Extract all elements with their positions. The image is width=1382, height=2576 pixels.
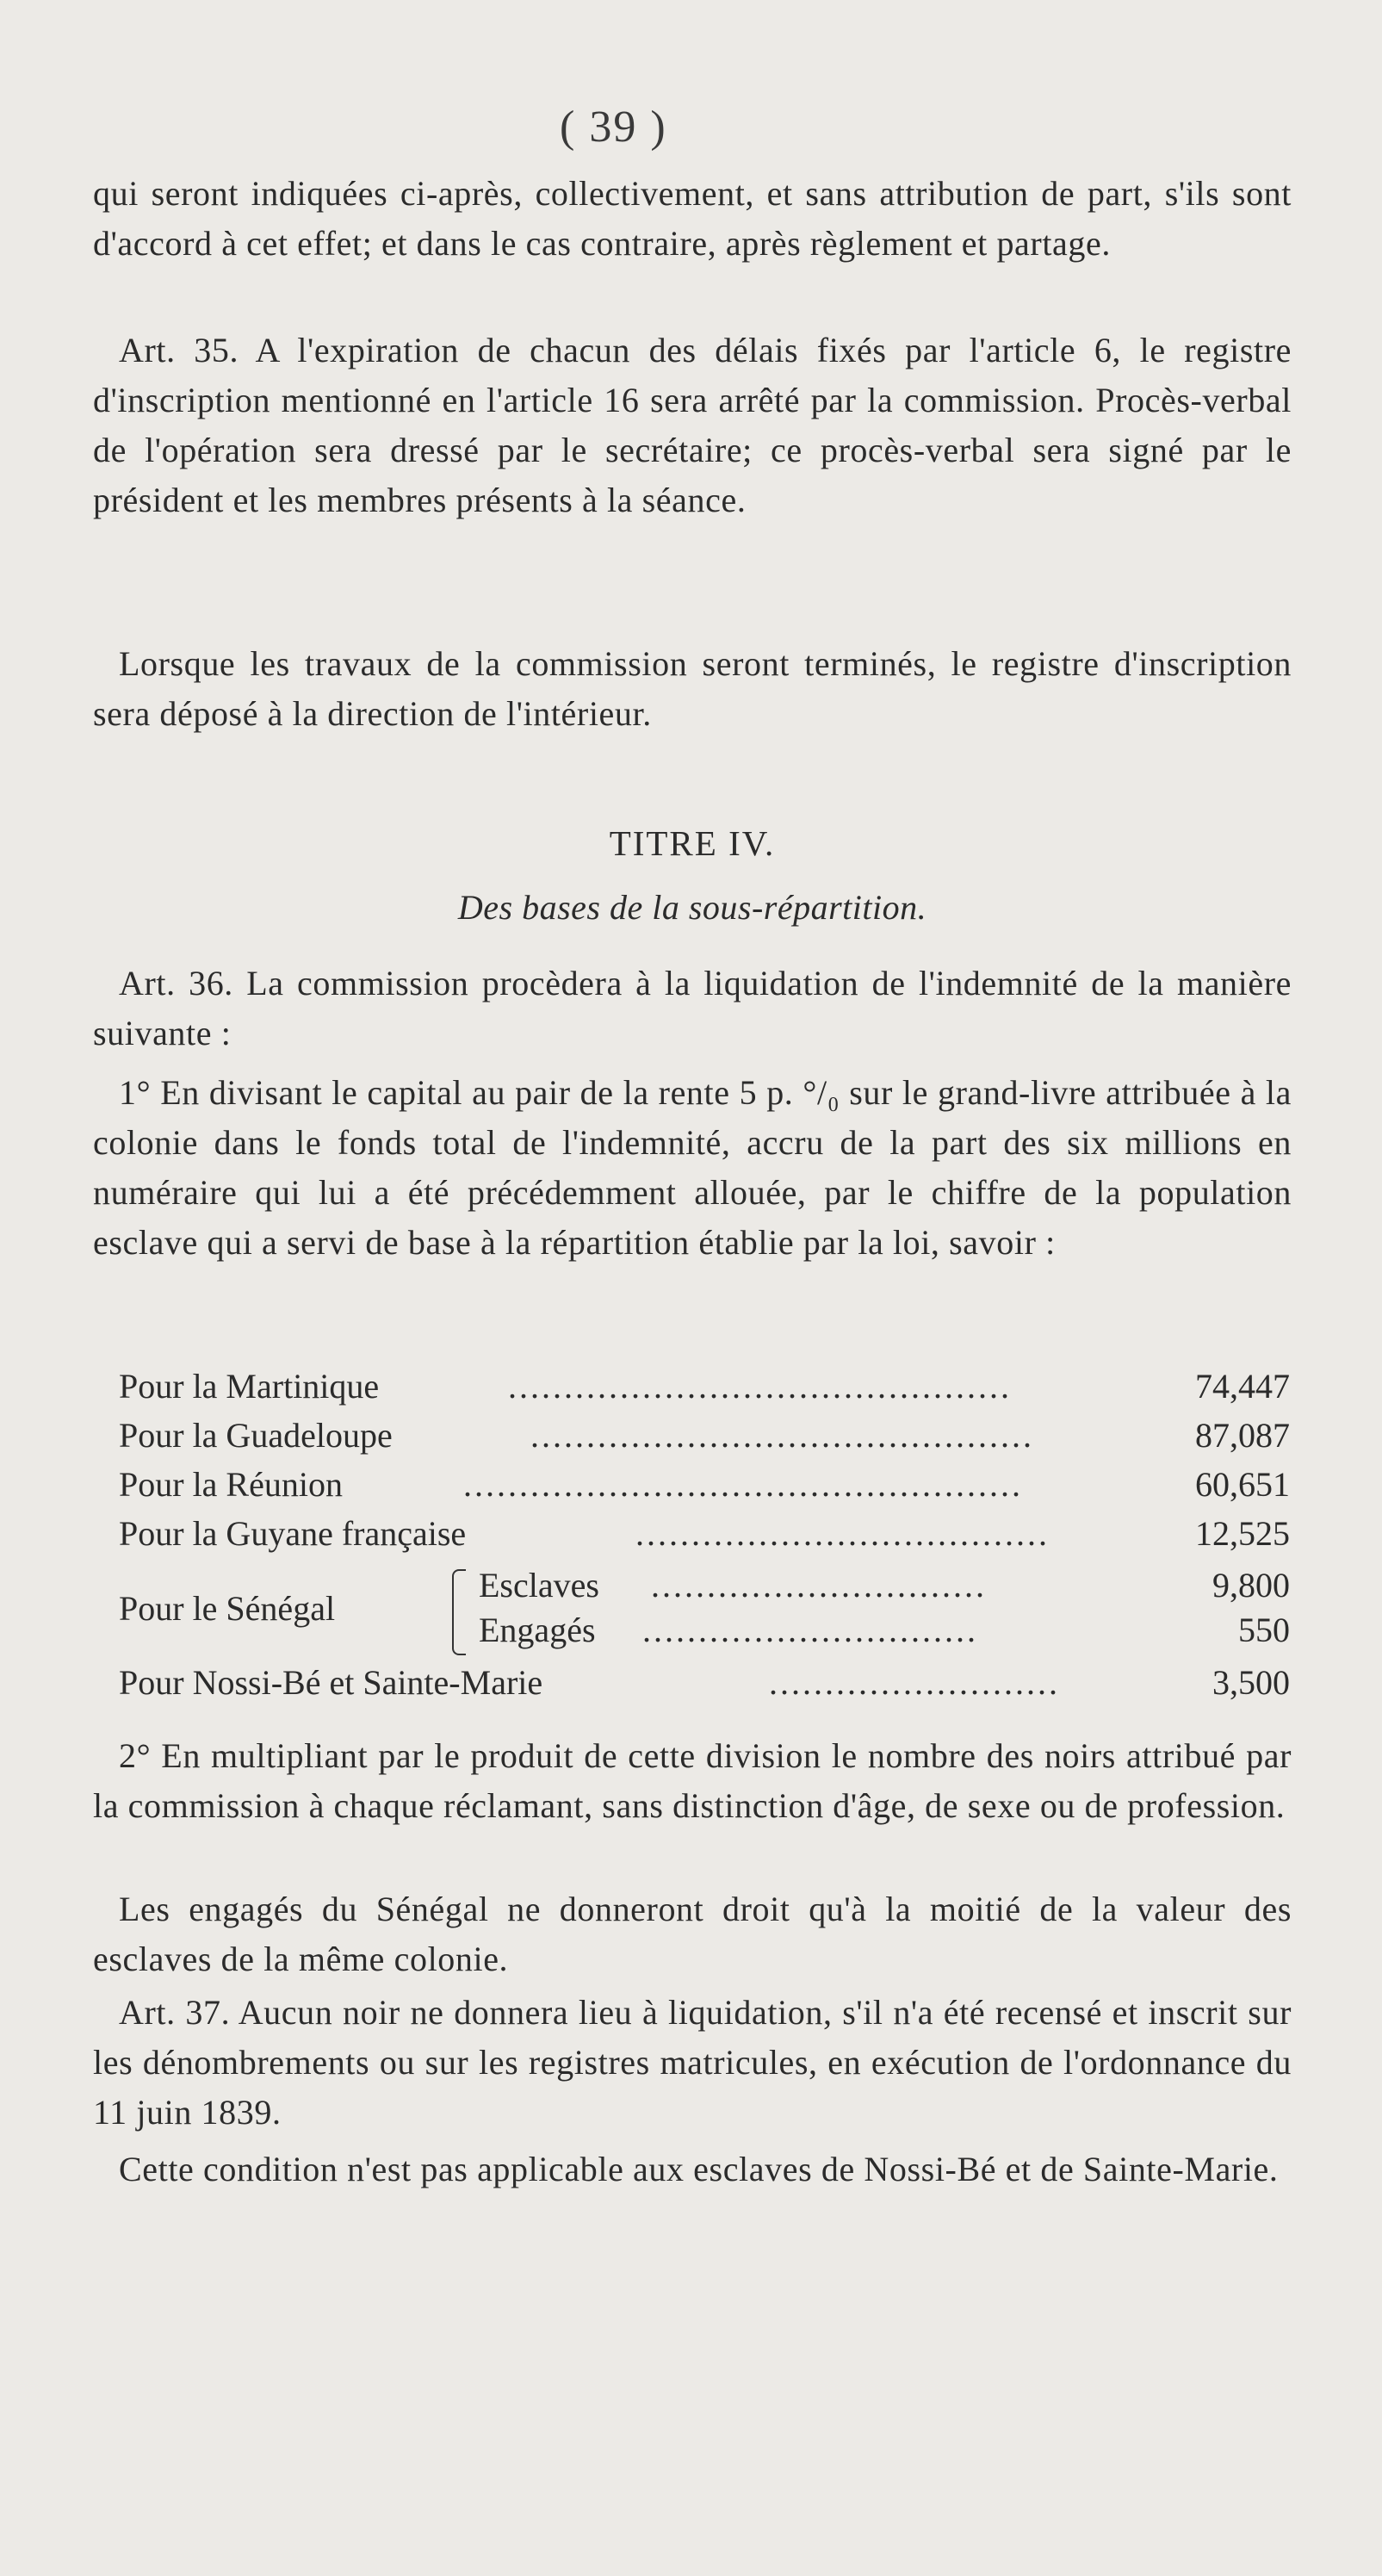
point-2: 2° En multipliant par le produit de cette division le nombre des noirs attribué par la commission à chaque réclamant, sans distinction d'âge, de sexe ou de profession. bbox=[93, 1736, 1292, 1825]
row-value: 60,651 bbox=[1195, 1465, 1290, 1504]
table-row bbox=[119, 1462, 1290, 1507]
table-row bbox=[119, 1660, 1290, 1705]
row-label: Pour Nossi-Bé et Sainte-Marie bbox=[119, 1663, 543, 1702]
subrow-value: 550 bbox=[1238, 1611, 1290, 1649]
leader-dots: .................................................. bbox=[463, 1465, 1023, 1504]
subrow-value: 9,800 bbox=[1212, 1566, 1290, 1605]
paragraph-engages: Les engagés du Sénégal ne donneront droit qu'à la moitié de la valeur des esclaves de la même colonie. bbox=[93, 1890, 1292, 1978]
leader-dots: ............................................. bbox=[508, 1367, 1012, 1406]
subrow-label: Engagés bbox=[479, 1611, 596, 1649]
article-37: Art. 37. Aucun noir ne donnera lieu à liquidation, s'il n'a été recensé et inscrit sur les dénombrements ou sur les registres matricules, en exécution de l'ordonnance du 11 juin 1839. bbox=[93, 1993, 1292, 2132]
leader-dots: .............................. bbox=[651, 1566, 987, 1605]
row-label: Pour la Martinique bbox=[119, 1367, 380, 1406]
subrow-label: Esclaves bbox=[479, 1566, 599, 1605]
table-subrow bbox=[479, 1611, 1290, 1650]
section-subtitle: Des bases de la sous-répartition. bbox=[457, 888, 927, 927]
page-number: ( 39 ) bbox=[560, 102, 667, 152]
point-1: 1° En divisant le capital au pair de la rente 5 p. °/₀ sur le grand-livre attribuée à la colonie dans le fonds total de l'indemnité, accru de la part des six millions en numéraire qui lui a été précédemment allouée, par le chiffre de la population esclave qui a servi de base à la répartition établie par la loi, savoir : bbox=[93, 1073, 1292, 1262]
senegal-label: Pour le Sénégal bbox=[119, 1589, 336, 1628]
article-36: Art. 36. La commission procèdera à la liquidation de l'indemnité de la manière suivante : bbox=[93, 964, 1292, 1052]
paragraph-condition: Cette condition n'est pas applicable aux esclaves de Nossi-Bé et de Sainte-Marie. bbox=[119, 2150, 1279, 2188]
paragraph-continuation: qui seront indiquées ci-après, collectivement, et sans attribution de part, s'ils sont d'accord à cet effet; et dans le cas contraire, après règlement et partage. bbox=[93, 174, 1292, 263]
row-value: 3,500 bbox=[1212, 1663, 1290, 1702]
leader-dots: .............................. bbox=[642, 1611, 978, 1649]
leader-dots: ............................................. bbox=[530, 1416, 1034, 1455]
table-subrow bbox=[479, 1566, 1290, 1605]
row-value: 74,447 bbox=[1195, 1367, 1290, 1406]
row-label: Pour la Réunion bbox=[119, 1465, 343, 1504]
row-value: 87,087 bbox=[1195, 1416, 1290, 1455]
row-value: 12,525 bbox=[1195, 1514, 1290, 1553]
table-row bbox=[119, 1364, 1290, 1409]
row-label: Pour la Guadeloupe bbox=[119, 1416, 393, 1455]
leader-dots: ..................................... bbox=[635, 1514, 1050, 1553]
table-row bbox=[119, 1511, 1290, 1556]
paragraph-registre: Lorsque les travaux de la commission seront terminés, le registre d'inscription sera déposé à la direction de l'intérieur. bbox=[93, 644, 1292, 733]
section-title: TITRE IV. bbox=[609, 823, 776, 863]
brace bbox=[452, 1569, 466, 1655]
row-label: Pour la Guyane française bbox=[119, 1514, 467, 1553]
article-35: Art. 35. A l'expiration de chacun des délais fixés par l'article 6, le registre d'inscription mentionné en l'article 16 sera arrêté par la commission. Procès-verbal de l'opération sera dressé par le secrétaire; ce procès-verbal sera signé par le président et les membres présents à la séance. bbox=[93, 331, 1292, 519]
table-row bbox=[119, 1413, 1290, 1458]
leader-dots: .......................... bbox=[769, 1663, 1060, 1702]
